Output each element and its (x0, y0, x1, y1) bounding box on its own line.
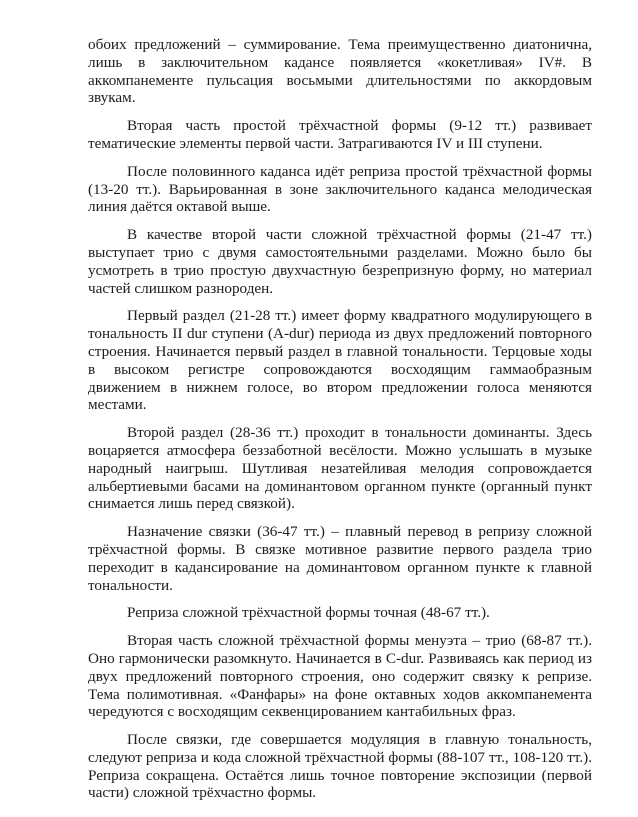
paragraph-6: Второй раздел (28-36 тт.) проходит в тональности доминанты. Здесь воцаряется атмосфера беззаботной весёлости. Можно услышать в музыке народный наигрыш. Шутливая незатейливая мелодия сопровождается альбертиевыми басами на доминантовом органном пункте (органный пункт снимается лишь перед связкой). (88, 424, 592, 513)
paragraph-4: В качестве второй части сложной трёхчастной формы (21-47 тт.) выступает трио с двумя самостоятельными разделами. Можно было бы усмотреть в трио простую двухчастную безрепризную форму, но материал частей слишком разнороден. (88, 226, 592, 297)
paragraph-9: Вторая часть сложной трёхчастной формы менуэта – трио (68-87 тт.). Оно гармонически разомкнуто. Начинается в C-dur. Развиваясь как период из двух предложений повторного строения, оно содержит связку к репризе. Тема полимотивная. «Фанфары» на фоне октавных ходов аккомпанемента чередуются с восходящим секвенцированием кантабильных фраз. (88, 632, 592, 721)
paragraph-10: После связки, где совершается модуляция в главную тональность, следуют реприза и кода сложной трёхчастной формы (88-107 тт., 108-120 тт.). Реприза сокращена. Остаётся лишь точное повторение экспозиции (первой части) сложной трёхчастно формы. (88, 731, 592, 802)
paragraph-2: Вторая часть простой трёхчастной формы (9-12 тт.) развивает тематические элементы первой части. Затрагиваются IV и III ступени. (88, 117, 592, 152)
paragraph-8: Реприза сложной трёхчастной формы точная (48-67 тт.). (127, 604, 490, 622)
document-page (88, 36, 592, 812)
paragraph-1: обоих предложений – суммирование. Тема преимущественно диатонична, лишь в заключительном кадансе появляется «кокетливая» IV#. В аккомпанементе пульсация восьмыми длительностями по аккордовым звукам. (88, 36, 592, 107)
paragraph-7: Назначение связки (36-47 тт.) – плавный перевод в репризу сложной трёхчастной формы. В связке мотивное развитие первого раздела трио переходит в кадансирование на доминантовом органном пункте к главной тональности. (88, 523, 592, 594)
paragraph-3: После половинного каданса идёт реприза простой трёхчастной формы (13-20 тт.). Варьированная в зоне заключительного каданса мелодическая линия даётся октавой выше. (88, 162, 592, 216)
paragraph-5: Первый раздел (21-28 тт.) имеет форму квадратного модулирующего в тональность II dur ступени (A-dur) периода из двух предложений повторного строения. Начинается первый раздел в главной тональности. Терцовые ходы в высоком регистре сопровождаются восходящим гаммаобразным движением в нижнем голосе, во втором предложении голоса меняются местами. (88, 307, 592, 414)
